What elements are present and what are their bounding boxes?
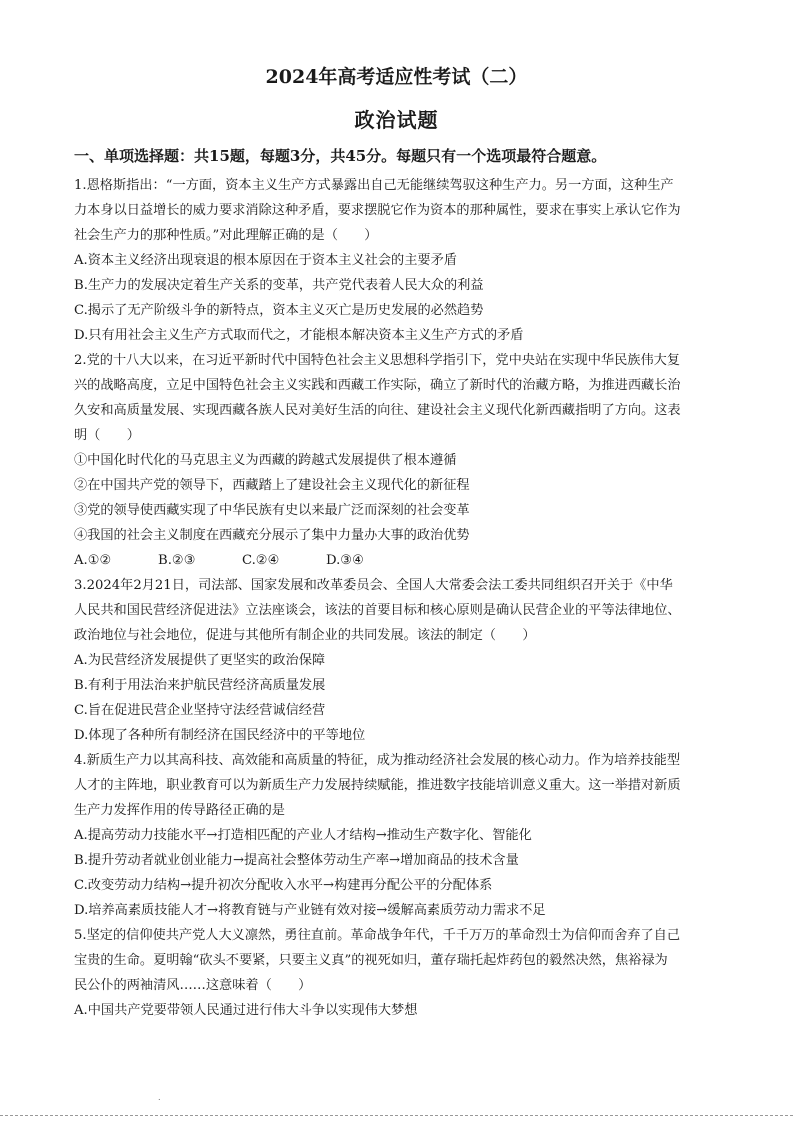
q5-option-a: A.中国共产党要带领人民通过进行伟大斗争以实现伟大梦想	[74, 1003, 418, 1018]
q4-option-c: C.改变劳动力结构→提升初次分配收入水平→构建再分配公平的分配体系	[74, 878, 493, 893]
q1-stem-line: 社会生产力的那种性质。”对此理解正确的是（ ）	[74, 228, 378, 243]
q4-stem-line: 人才的主阵地，职业教育可以为新质生产力发展持续赋能，推进数字技能培训意义重大。这一举措对新质	[74, 778, 681, 793]
q1-option-b: B.生产力的发展决定着生产关系的变革，共产党代表着人民大众的利益	[74, 278, 484, 293]
q2-choice-a: A.①②	[74, 553, 112, 568]
section-heading: 一、单项选择题：共15题，每题3分，共45分。每题只有一个选项最符合题意。	[74, 147, 607, 165]
q1-stem-line: 力本身以日益增长的威力要求消除这种矛盾，要求摆脱它作为资本的那种属性，要求在事实上承认它作为	[74, 203, 681, 218]
q2-choice-b: B.②③	[158, 553, 196, 568]
page-divider	[0, 1115, 793, 1116]
q1-option-d: D.只有用社会主义生产方式取而代之，才能根本解决资本主义生产方式的矛盾	[74, 328, 524, 343]
q3-option-c: C.旨在促进民营企业坚持守法经营诚信经营	[74, 703, 326, 718]
q1-option-c: C.揭示了无产阶级斗争的新特点，资本主义灭亡是历史发展的必然趋势	[74, 303, 484, 318]
q3-stem-line: 政治地位与社会地位，促进与其他所有制企业的共同发展。该法的制定（ ）	[74, 628, 536, 643]
q5-stem-line: 5.坚定的信仰使共产党人大义凛然，勇往直前。革命战争年代，千千万万的革命烈士为信仰而舍弃了自己	[74, 928, 681, 943]
q4-stem-line: 4.新质生产力以其高科技、高效能和高质量的特征，成为推动经济社会发展的核心动力。作为培养技能型	[74, 753, 681, 768]
q3-option-a: A.为民营经济发展提供了更坚实的政治保障	[74, 653, 326, 668]
q2-stem-line: 明（ ）	[74, 428, 140, 443]
q4-option-b: B.提升劳动者就业创业能力→提高社会整体劳动生产率→增加商品的技术含量	[74, 853, 519, 868]
q2-stem-line: 兴的战略高度，立足中国特色社会主义实践和西藏工作实际，确立了新时代的治藏方略，为推进西藏长治	[74, 378, 681, 393]
q2-item-4: ④我国的社会主义制度在西藏充分展示了集中力量办大事的政治优势	[74, 528, 470, 543]
q2-choice-d: D.③④	[326, 553, 364, 568]
q2-choice-c: C.②④	[242, 553, 280, 568]
q3-option-d: D.体现了各种所有制经济在国民经济中的平等地位	[74, 728, 366, 743]
q2-stem-line: 2.党的十八大以来，在习近平新时代中国特色社会主义思想科学指引下，党中央站在实现中华民族伟大复	[74, 353, 681, 368]
q2-item-3: ③党的领导使西藏实现了中华民族有史以来最广泛而深刻的社会变革	[74, 503, 470, 518]
q4-stem-line: 生产力发挥作用的传导路径正确的是	[74, 803, 285, 818]
q2-item-2: ②在中国共产党的领导下，西藏踏上了建设社会主义现代化的新征程	[74, 478, 470, 493]
q5-stem-line: 宝贵的生命。夏明翰“砍头不要紧，只要主义真”的视死如归，董存瑞托起炸药包的毅然决然，焦裕禄为	[74, 953, 668, 968]
exam-title: 2024年高考适应性考试（二）	[265, 66, 528, 88]
q1-stem-line: 1.恩格斯指出：“一方面，资本主义生产方式暴露出自己无能继续驾驭这种生产力。另一方面，这种生产	[74, 178, 674, 193]
q3-stem-line: 人民共和国民营经济促进法》立法座谈会，该法的首要目标和核心原则是确认民营企业的平等法律地位、	[74, 603, 681, 618]
q5-stem-line: 民公仆的两袖清风……这意味着（ ）	[74, 978, 312, 993]
q2-item-1: ①中国化时代化的马克思主义为西藏的跨越式发展提供了根本遵循	[74, 453, 457, 468]
q4-option-a: A.提高劳动力技能水平→打造相匹配的产业人才结构→推动生产数字化、智能化	[74, 828, 532, 843]
q4-option-d: D.培养高素质技能人才→将教育链与产业链有效对接→缓解高素质劳动力需求不足	[74, 903, 546, 918]
exam-subject: 政治试题	[354, 108, 439, 132]
footer-mark: .	[158, 1093, 161, 1102]
q3-option-b: B.有利于用法治来护航民营经济高质量发展	[74, 678, 326, 693]
q1-option-a: A.资本主义经济出现衰退的根本原因在于资本主义社会的主要矛盾	[74, 253, 457, 268]
q2-choices	[74, 553, 364, 569]
q3-stem-line: 3.2024年2月21日，司法部、国家发展和改革委员会、全国人大常委会法工委共同组织召开关于《中华	[74, 578, 673, 593]
q2-stem-line: 久安和高质量发展、实现西藏各族人民对美好生活的向往、建设社会主义现代化新西藏指明了方向。这表	[74, 403, 681, 418]
